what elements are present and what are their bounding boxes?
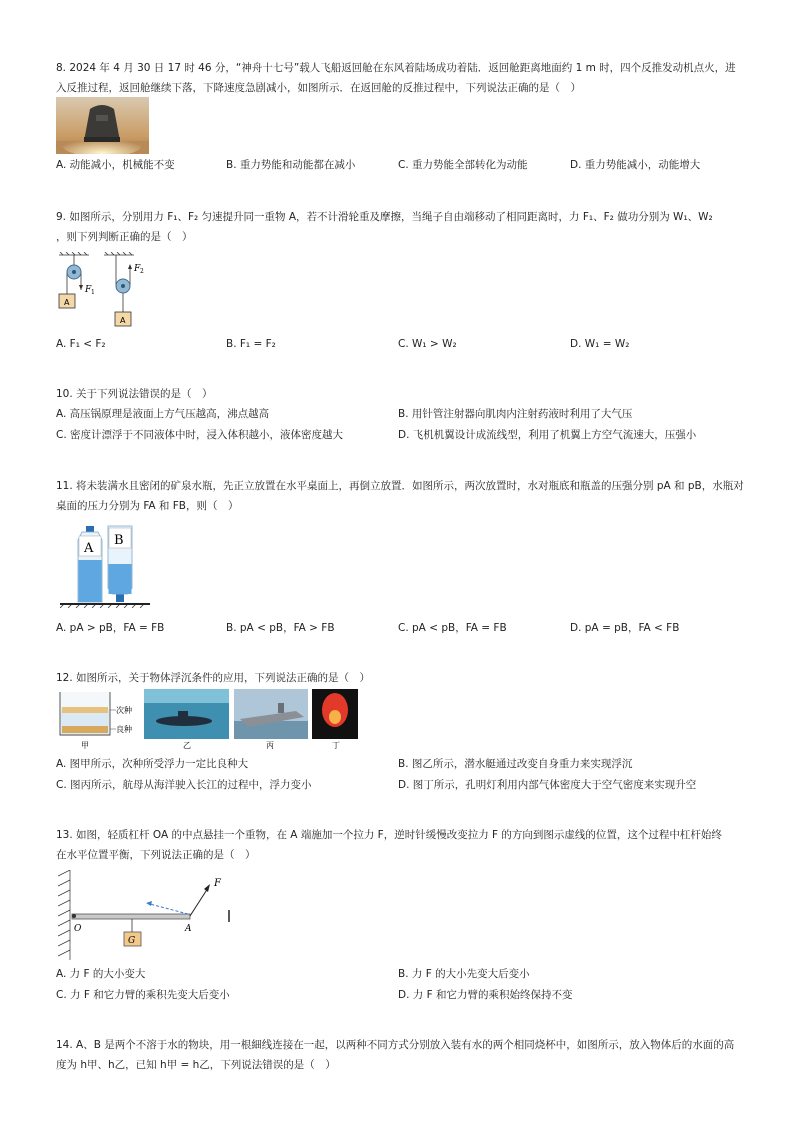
q9-option-d[interactable]: D. W₁ = W₂ [570, 338, 630, 350]
question-10-options-row-2 [56, 426, 746, 444]
pulley-diagram [56, 252, 156, 330]
question-12-options-row-2 [56, 776, 746, 794]
question-14 [56, 1035, 746, 1075]
question-12 [56, 668, 746, 688]
question-11-options [56, 619, 746, 637]
question-13 [56, 825, 746, 865]
q12-option-d[interactable]: D. 图丁所示，孔明灯利用内部气体密度大于空气密度来实现升空 [398, 779, 697, 791]
question-10-line-1: 10. 关于下列说法错误的是（ ） [56, 388, 213, 400]
q8-option-b[interactable]: B. 重力势能和动能都在减小 [226, 159, 356, 171]
fig-ding-label: 丁 [332, 741, 340, 750]
bottle-a-label: A [84, 541, 94, 556]
q8-option-c[interactable]: C. 重力势能全部转化为动能 [398, 159, 528, 171]
q11-option-b[interactable]: B. pA < pB，FA > FB [226, 622, 335, 634]
buoyancy-figures [56, 689, 362, 751]
q9-option-a[interactable]: A. F₁ < F₂ [56, 338, 106, 350]
fig-yi-label: 乙 [183, 741, 191, 750]
question-9 [56, 207, 746, 247]
q9-option-b[interactable]: B. F₁ = F₂ [226, 338, 276, 350]
question-10 [56, 384, 746, 404]
q13-option-c[interactable]: C. 力 F 和它力臂的乘积先变大后变小 [56, 989, 230, 1001]
question-13-options-row-2 [56, 986, 746, 1004]
question-8 [56, 58, 746, 98]
q10-option-c[interactable]: C. 密度计漂浮于不同液体中时，浸入体积越小，液体密度越大 [56, 429, 344, 441]
question-9-options [56, 335, 746, 353]
question-13-line-1: 13. 如图，轻质杠杆 OA 的中点悬挂一个重物，在 A 端施加一个拉力 F，逆时针缓慢改变拉力 F 的方向到图示虚线的位置，这个过程中杠杆始终 [56, 829, 722, 841]
f2-subscript: 2 [140, 268, 144, 275]
water-bottle-diagram [60, 522, 156, 608]
q12-option-a[interactable]: A. 图甲所示，次种所受浮力一定比良种大 [56, 758, 249, 770]
weight-g-label: G [128, 936, 136, 946]
fig-bing-label: 丙 [266, 741, 274, 750]
question-13-options-row-1 [56, 965, 746, 983]
question-13-line-2: 在水平位置平衡，下列说法正确的是（ ） [56, 849, 256, 861]
f2-label: F [134, 264, 141, 274]
question-8-options [56, 156, 746, 174]
q12-option-b[interactable]: B. 图乙所示，潜水艇通过改变自身重力来实现浮沉 [398, 758, 633, 770]
f1-subscript: 1 [91, 289, 95, 296]
question-11-line-1: 11. 将未装满水且密闭的矿泉水瓶，先正立放置在水平桌面上，再倒立放置．如图所示，两次放置时，水对瓶底和瓶盖的压强分别 pA 和 pB，水瓶对 [56, 480, 744, 492]
q12-option-c[interactable]: C. 图丙所示，航母从海洋驶入长江的过程中，浮力变小 [56, 779, 312, 791]
capsule-landing-photo [56, 97, 149, 154]
lever-diagram [58, 870, 238, 962]
question-10-options-row-1 [56, 405, 746, 423]
f1-label: F [85, 285, 92, 295]
question-8-line-2: 入反推过程，返回舱继续下落，下降速度急剧减小，如图所示．在返回舱的反推过程中，下列说法正确的是（ ） [56, 82, 581, 94]
block-a-label-1: A [64, 298, 70, 307]
q13-option-d[interactable]: D. 力 F 和它力臂的乘积始终保持不变 [398, 989, 573, 1001]
q8-option-d[interactable]: D. 重力势能减小，动能增大 [570, 159, 701, 171]
q11-option-a[interactable]: A. pA > pB，FA = FB [56, 622, 165, 634]
q11-option-d[interactable]: D. pA = pB，FA < FB [570, 622, 680, 634]
question-9-line-1: 9. 如图所示，分别用力 F₁、F₂ 匀速提升同一重物 A，若不计滑轮重及摩擦，当绳子自由端移动了相同距离时，力 F₁、F₂ 做功分别为 W₁、W₂ [56, 211, 713, 223]
seed-inferior-label: 次种 [116, 706, 132, 715]
bottle-b-label: B [114, 533, 124, 548]
question-14-line-1: 14. A、B 是两个不溶于水的物块，用一根細线连接在一起，以两种不同方式分别放入装有水的两个相同烧杯中，如图所示，放入物体后的水面的高 [56, 1039, 735, 1051]
question-9-line-2: ，则下列判断正确的是（ ） [56, 231, 193, 243]
q13-option-a[interactable]: A. 力 F 的大小变大 [56, 968, 146, 980]
question-12-options-row-1 [56, 755, 746, 773]
q9-option-c[interactable]: C. W₁ > W₂ [398, 338, 457, 350]
question-11-line-2: 桌面的压力分别为 FA 和 FB，则（ ） [56, 500, 239, 512]
question-11 [56, 476, 746, 516]
end-a-label: A [185, 924, 192, 934]
question-8-line-1: 8. 2024 年 4 月 30 日 17 时 46 分，“神舟十七号”载人飞船返回舱在东风着陆场成功着陆．返回舱距离地面约 1 m 时，四个反推发动机点火，进 [56, 62, 736, 74]
question-14-line-2: 度为 h甲、h乙，已知 h甲 = h乙，下列说法错误的是（ ） [56, 1059, 336, 1071]
block-a-label-2: A [120, 316, 126, 325]
q11-option-c[interactable]: C. pA < pB，FA = FB [398, 622, 507, 634]
q13-option-b[interactable]: B. 力 F 的大小先变大后变小 [398, 968, 530, 980]
q10-option-b[interactable]: B. 用针管注射器向肌肉内注射药液时利用了大气压 [398, 408, 633, 420]
fig-jia-label: 甲 [81, 741, 89, 750]
pivot-o-label: O [74, 924, 82, 934]
force-f-label: F [214, 878, 221, 889]
question-12-line-1: 12. 如图所示，关于物体浮沉条件的应用，下列说法正确的是（ ） [56, 672, 371, 684]
q10-option-d[interactable]: D. 飞机机翼设计成流线型，利用了机翼上方空气流速大，压强小 [398, 429, 697, 441]
seed-good-label: 良种 [116, 725, 132, 734]
q8-option-a[interactable]: A. 动能减小，机械能不变 [56, 159, 175, 171]
q10-option-a[interactable]: A. 高压锅原理是液面上方气压越高，沸点越高 [56, 408, 270, 420]
